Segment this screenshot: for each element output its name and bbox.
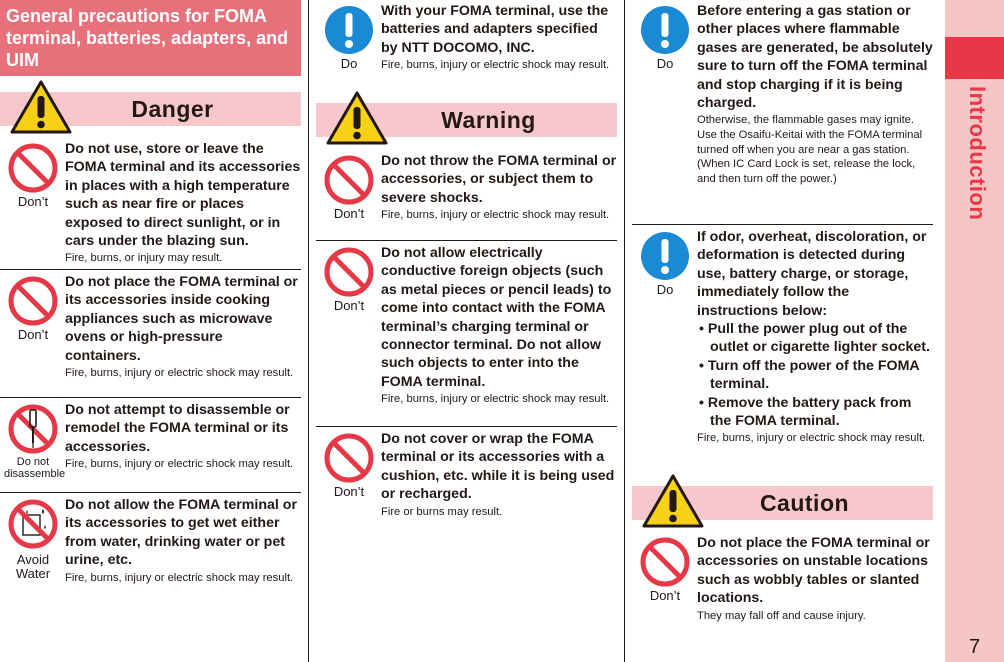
warning-triangle-icon [324,89,390,147]
divider [632,224,933,225]
column-right [632,0,934,662]
chapter-label: Introduction [965,86,990,221]
precaution-heading: Do not place the FOMA terminal or its accessories inside cooking appliances such as microwave ovens or high-pressure containers. [65,274,298,364]
column-divider [624,0,625,662]
precaution-heading: Do not place the FOMA terminal or accessories on unstable locations such as wobbly tables or slanted locations. [697,535,930,607]
no-entry-icon [323,246,375,298]
precaution-heading: If odor, overheat, discoloration, or deformation is detected during use, battery charge, or storage, immediately follow the instructions below: [697,229,927,319]
precaution-heading: Do not attempt to disassemble or remodel the FOMA terminal or its accessories. [65,402,290,455]
precaution-note: Fire, burns, injury or electric shock may result. [381,393,610,406]
section-title: General precautions for FOMA terminal, batteries, adapters, and UIM [0,0,301,76]
exclamation-icon [639,4,691,56]
icon-caption: Do [656,56,674,71]
warning-triangle-icon [8,78,74,136]
precaution-note: Fire, burns, injury or electric shock may result. [65,571,294,584]
divider [0,397,301,398]
column-left [0,0,302,662]
warning-banner [316,103,617,137]
danger-label: Danger [131,96,214,122]
precaution-note: Fire, burns, injury or electric shock may result. [65,367,294,380]
warning-triangle-icon [640,472,706,530]
no-entry-icon [323,154,375,206]
divider [316,240,617,241]
icon-caption: Don’t [17,194,49,209]
precaution-note: Fire, burns, or injury may result. [65,252,223,265]
no-entry-icon [7,142,59,194]
precaution-heading: Before entering a gas station or other places where flammable gases are generated, be absolutely sure to turn off the FOMA terminal and stop charging if it is being charged. [697,3,933,112]
precaution-note: Fire, burns, injury or electric shock may result. [697,432,926,445]
no-disassembly-icon [7,403,59,455]
icon-caption: Don’t [333,206,365,221]
precaution-heading: Do not allow the FOMA terminal or its accessories to get wet either from water, drinking water or pet urine, etc. [65,497,297,569]
precaution-note: Otherwise, the flammable gases may ignite. [697,114,915,127]
no-entry-icon [639,536,691,588]
caution-label: Caution [759,490,850,516]
precaution-heading: Do not use, store or leave the FOMA terminal and its accessories in places with a high temperature such as near fire or places exposed to direct sunlight, or in cars under the blazing sun. [65,141,301,250]
icon-caption: Don’t [333,484,365,499]
caution-banner [632,486,933,520]
precaution-heading: Do not allow electrically conductive foreign objects (such as metal pieces or pencil leads) to come into contact with the FOMA terminal’s charging terminal or connector terminal. Do not allow such objects to enter into the FOMA terminal. [381,245,612,390]
precaution-note: They may fall off and cause injury. [697,609,866,622]
column-middle [316,0,618,662]
divider [316,426,617,427]
chapter-sidebar [945,0,1004,662]
divider [0,269,301,270]
column-divider [308,0,309,662]
exclamation-icon [639,230,691,282]
precaution-note: Fire, burns, injury or electric shock may result. [65,458,294,471]
instruction-bullet: • Turn off the power of the FOMA terminal. [699,357,920,393]
precaution-note: Fire, burns, injury or electric shock may result. [381,209,610,222]
precaution-note: Use the Osaifu-Keitai with the FOMA terminal turned off when you are near a gas station. (When IC Card Lock is set, release the lock, and then turn off the power.) [697,129,923,185]
precaution-note: Fire, burns, injury or electric shock may result. [381,59,610,72]
warning-label: Warning [441,107,536,133]
exclamation-icon [323,4,375,56]
divider [0,492,301,493]
precaution-note: Fire or burns may result. [381,505,503,518]
precaution-heading: Do not cover or wrap the FOMA terminal or its accessories with a cushion, etc. while it is being used or recharged. [381,431,615,503]
no-water-icon [7,498,59,550]
icon-caption: Do [340,56,358,71]
icon-caption: Don’t [333,298,365,313]
icon-caption: Do not disassemble [4,456,66,480]
instruction-bullet: • Remove the battery pack from the FOMA terminal. [699,394,912,430]
icon-caption: Avoid Water [15,552,51,581]
instruction-bullet: • Pull the power plug out of the outlet or cigarette lighter socket. [699,321,930,356]
no-entry-icon [7,275,59,327]
danger-banner [0,92,301,126]
page-number: 7 [968,636,981,658]
icon-caption: Don’t [17,327,49,342]
icon-caption: Do [656,282,674,297]
icon-caption: Don’t [649,588,681,603]
no-entry-icon [323,432,375,484]
precaution-heading: Do not throw the FOMA terminal or accessories, or subject them to severe shocks. [381,153,617,206]
precaution-heading: With your FOMA terminal, use the batteries and adapters specified by NTT DOCOMO, INC. [381,3,609,56]
chapter-tab-marker [945,37,1004,79]
